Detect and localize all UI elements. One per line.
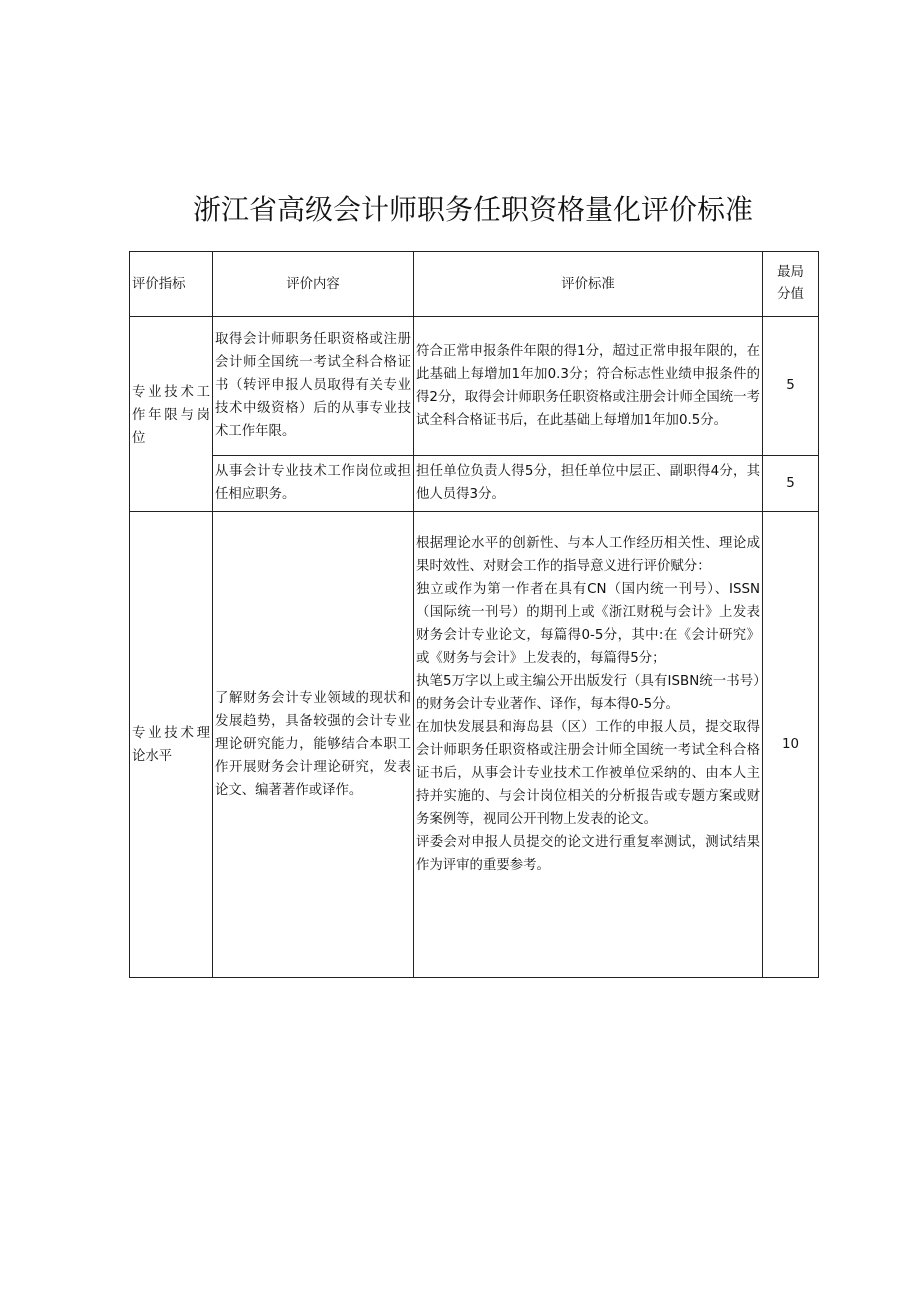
header-content: 评价内容 [213,252,414,317]
row-content: 了解财务会计专业领域的现状和发展趋势，具备较强的会计专业理论研究能力，能够结合本职工作开展财务会计理论研究，发表论文、编著著作或译作。 [213,512,414,978]
evaluation-table [129,251,819,978]
indicator-text: 专业技术工作年限与岗位 [132,384,210,446]
row-score: 10 [763,512,819,978]
standard-paragraph: 独立或作为第一作者在具有CN（国内统一刊号）、ISSN（国际统一刊号）的期刊上或《浙江财税与会计》上发表财务会计专业论文，每篇得0-5分，其中:在《会计研究》或《财务与会计》上发表的，每篇得5分； [416,582,760,666]
row-standard [414,512,763,978]
row-content: 从事会计专业技术工作岗位或担任相应职务。 [213,455,414,511]
row-standard [414,317,763,456]
row-indicator: 专业技术理论水平 [130,512,213,978]
table-header-row [130,252,819,317]
header-score: 最局分值 [763,252,819,317]
row-standard [414,455,763,511]
table-row [130,455,819,511]
row-score: 5 [763,317,819,456]
header-standard: 评价标准 [414,252,763,317]
row-content: 取得会计师职务任职资格或注册会计师全国统一考试全科合格证书（转评申报人员取得有关专业技术中级资格）后的从事专业技术工作年限。 [213,317,414,456]
standard-paragraph: 根据理论水平的创新性、与本人工作经历相关性、理论成果时效性、对财会工作的指导意义进行评价赋分： [416,536,760,574]
page-title: 浙江省高级会计师职务任职资格量化评价标准 [192,193,753,226]
standard-paragraph: 执笔5万字以上或主编公开出版发行（具有ISBN统一书号）的财务会计专业著作、译作，每本得0-5分。 [416,674,760,712]
standard-paragraph: 符合正常申报条件年限的得1分，超过正常申报年限的，在此基础上每增加1年加0.3分；符合标志性业绩申报条件的得2分，取得会计师职务任职资格或注册会计师全国统一考试全科合格证书后，在此基础上每增加1年加0.5分。 [416,343,760,428]
row-indicator [130,317,213,512]
row-score: 5 [763,455,819,511]
table-row [130,512,819,978]
standard-paragraph: 在加快发展县和海岛县（区）工作的申报人员，提交取得会计师职务任职资格或注册会计师全国统一考试全科合格证书后，从事会计专业技术工作被单位采纳的、由本人主持并实施的、与会计岗位相关的分析报告或专题方案或财务案例等，视同公开刊物上发表的论文。 [416,720,760,827]
standard-paragraph: 评委会对申报人员提交的论文进行重复率测试，测试结果作为评审的重要参考。 [416,835,760,873]
standard-paragraph: 担任单位负责人得5分，担任单位中层正、副职得4分，其他人员得3分。 [416,464,760,503]
header-indicator: 评价指标 [130,252,213,317]
table-row [130,317,819,456]
